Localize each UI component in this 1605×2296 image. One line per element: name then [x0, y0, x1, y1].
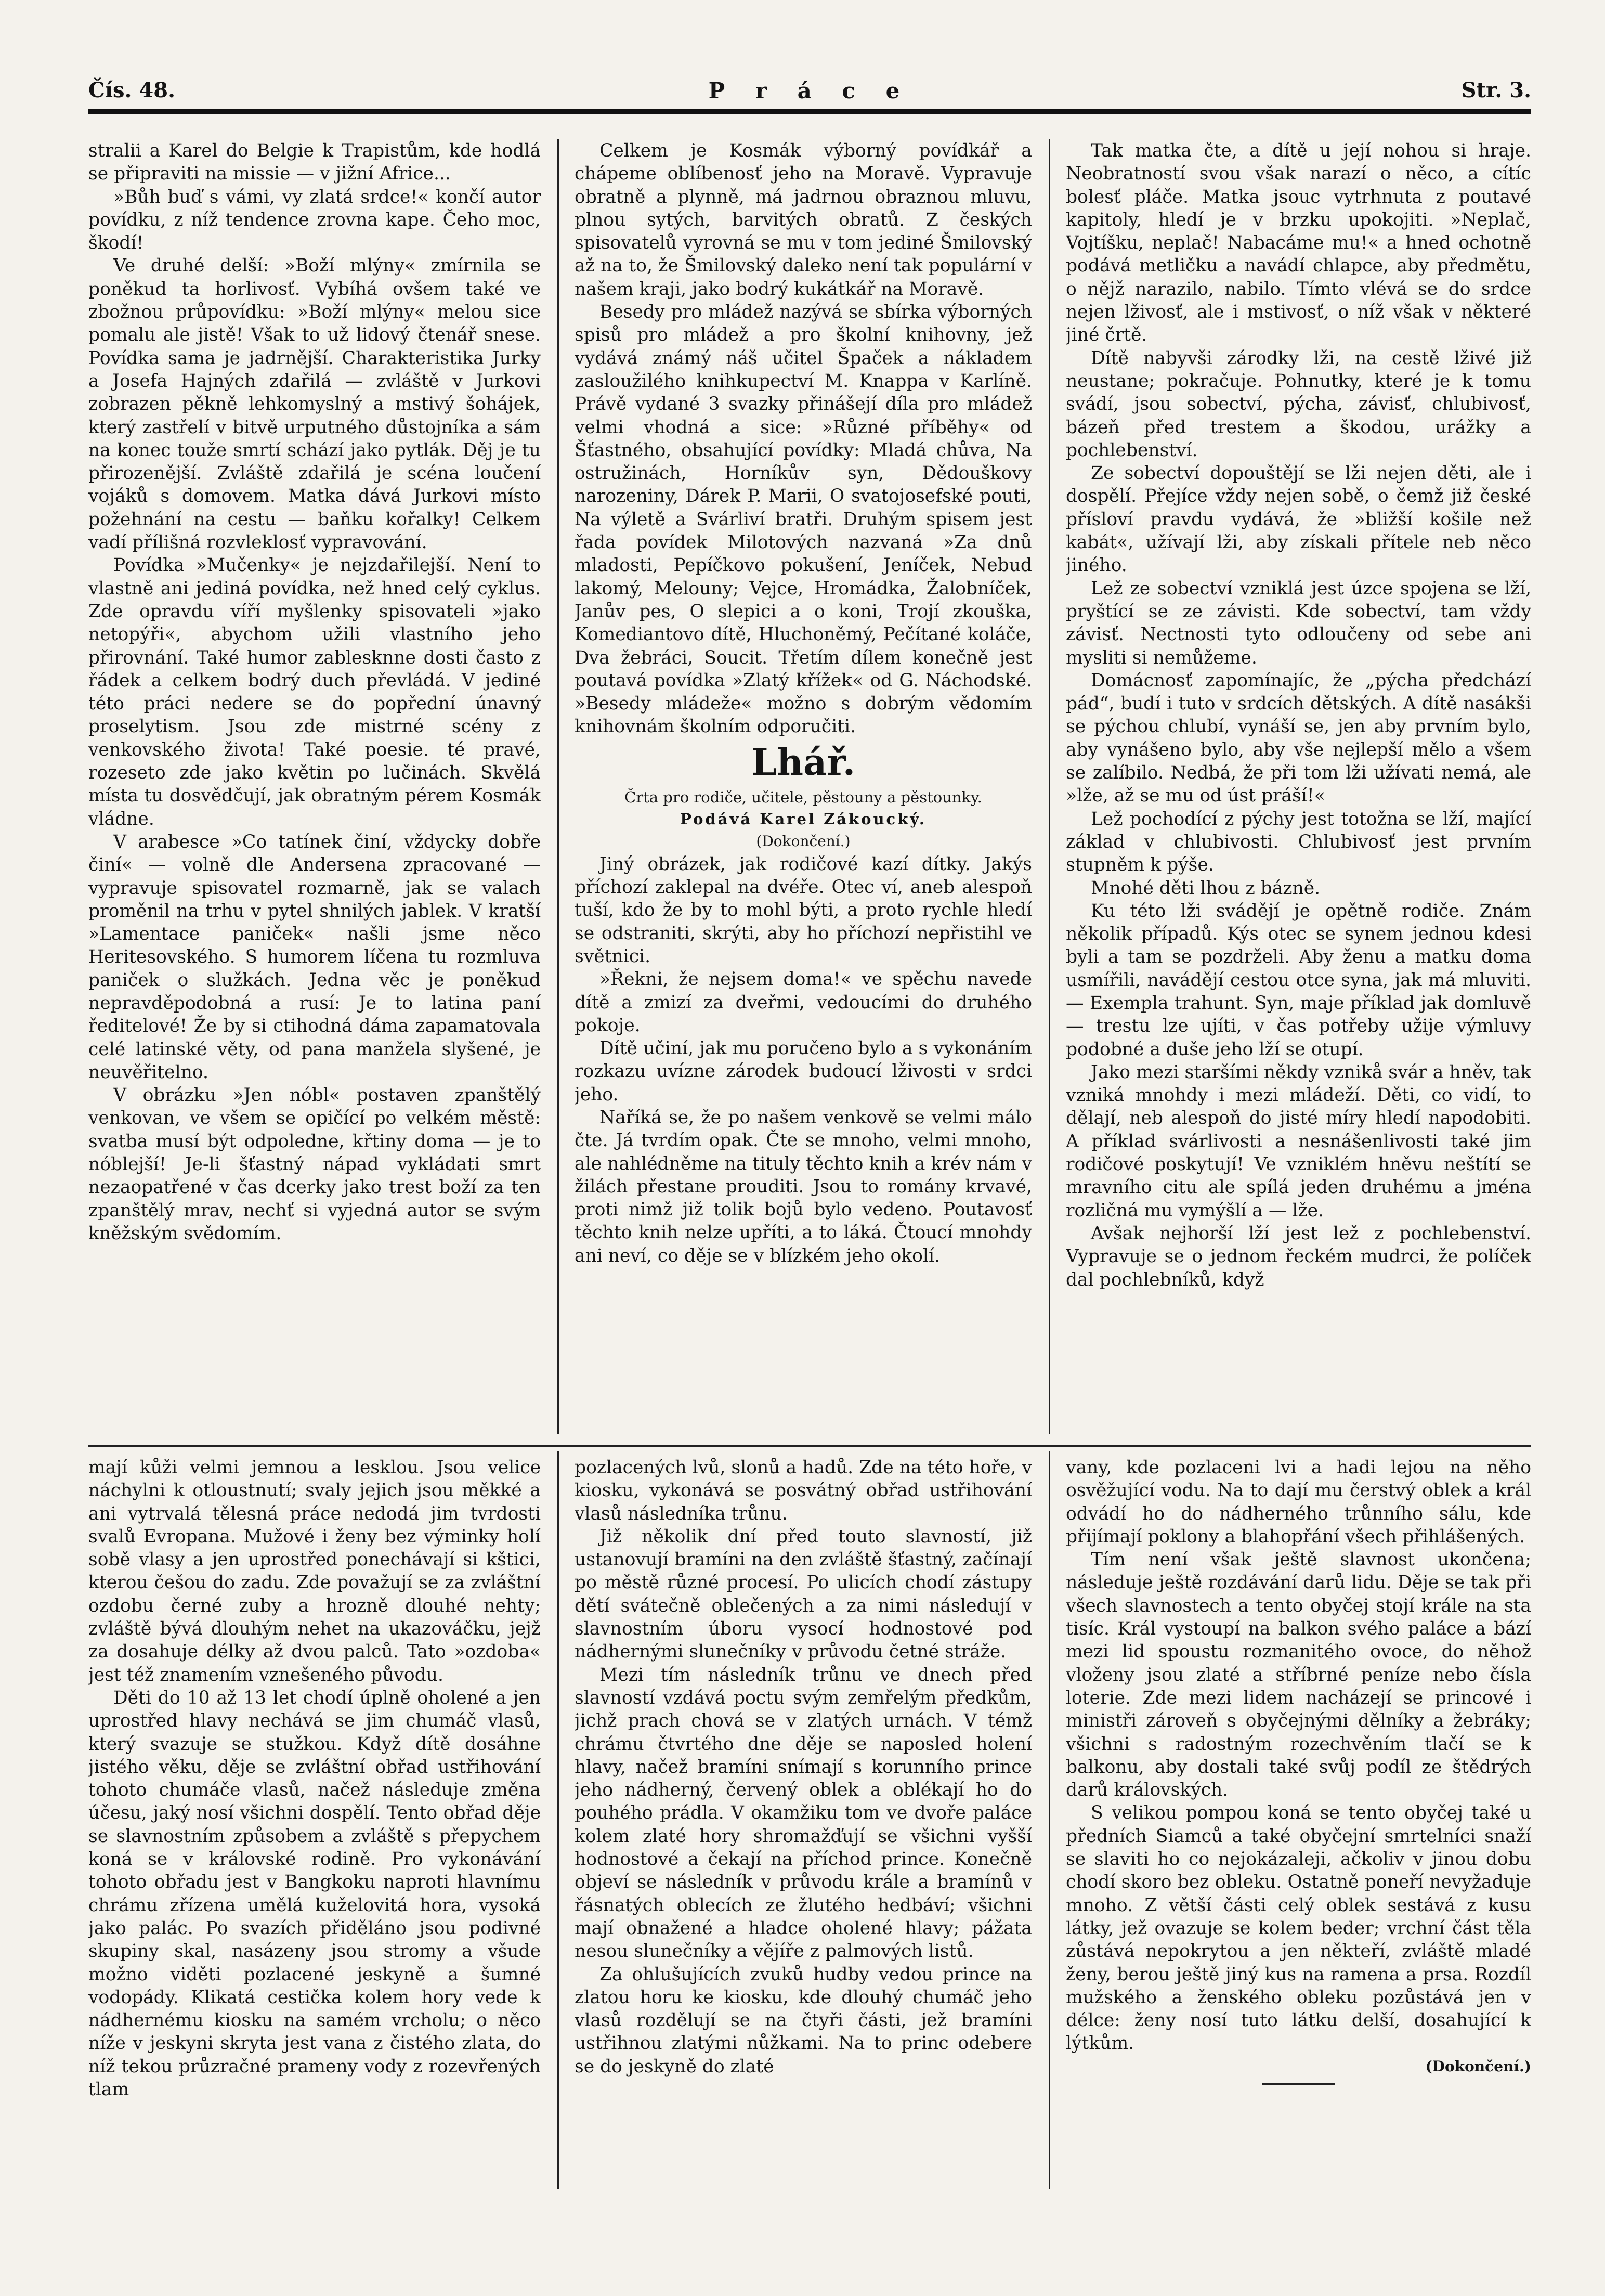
paragraph: Naříká se, že po našem venkově se velmi málo čte. Já tvrdím opak. Čte se mnoho, velmi mnoho, ale nahlédněme na tituly těchto knih a krév nám v žilách přestane prouditi. Jsou to romány krvavé, proti nimž již tolik bojů bylo vedeno. Poutavosť těchto knih nelze upříti, a to láká. Čtoucí mnohdy ani neví, co děje se v blízkém jeho okolí. [575, 1107, 1032, 1266]
paragraph: mají kůži velmi jemnou a lesklou. Jsou velice náchylni k otloustnutí; svaly jejich jsou měkké a ani vytrvalá tělesná práce nedodá jim tvrdosti svalů Evropana. Mužové i ženy bez výminky holí sobě vlasy a jen uprostřed ponechávají si kštici, kterou češou do zadu. Zde považují se za zvláštní ozdobu černé zuby a hrozně dlouhé nehty; zvláště bývá dlouhým nehet na ukazováčku, jejž za dosahuje délky až dvou palců. Tato »ozdoba« jest též znamením vznešeného původu. [88, 1457, 541, 1685]
paragraph: S velikou pompou koná se tento obyčej také u předních Siamců a také obyčejní smrtelníci snaží se slaviti ho co nejokázaleji, ačkoliv v jinou dobu chodí skoro bez obleku. Ostatně poneří nevyžaduje mnoho. Z větší části celý oblek sestává z kusu látky, jež ovazuje se kolem beder; vrchní část těla zůstává nepokrytou a jen někteří, zvláště mladé ženy, berou ještě jiný kus na ramena a prsa. Rozdíl mužského a ženského obleku pozůstává jen v délce: ženy nosí tuto látku delší, dosahující k lýtkům. [1066, 1802, 1531, 2054]
column-divider [557, 139, 559, 1434]
article-title: Lhář. [751, 740, 856, 784]
paragraph: Domácnosť zapomínajíc, že „pýcha předchází pád“, budí i tuto v srdcích dětských. A dítě nasákši se pýchou chlubí, vynáší se, jen aby prvním bylo, aby vynášeno bylo, aby vše nejlepší mělo a všem se zalíbilo. Nedbá, že při tom lži užívati nemá, ale »lže, až se mu od úst práší!« [1066, 670, 1531, 807]
paragraph: vany, kde pozlaceni lvi a hadi lejou na něho osvěžující vodu. Na to dají mu čerstvý oblek a král odvádí ho do nádherného trůnního sálu, kde přijímají poklony a blahopřání všech přihlášených. [1066, 1457, 1531, 1547]
paragraph: »Bůh buď s vámi, vy zlatá srdce!« končí autor povídku, z níž tendence zrovna kape. Čeho moc, škodí! [88, 186, 541, 254]
paragraph: Mezi tím následník trůnu ve dnech před slavností vzdává poctu svým zemřelým předkům, jichž prach chová se v zlatých urnách. V témž chrámu čtvrtého dne děje se naposled holení hlavy, načež bramíni snímají s korunního prince jeho nádherný, červený oblek a oblékají ho do pouhého prádla. V okamžiku tom ve dvoře paláce kolem zlaté hory shromažďují se všichni vyšší hodnostové a čekají na příchod prince. Konečně objeví se následník v průvodu krále a bramínů v řásnatých oblecích ze žlutého hedbáví; všichni mají obnažené a hladce oholené hlavy; pážata nesou slunečníky a vějíře z palmových listů. [575, 1664, 1032, 1962]
paragraph: Již několik dní před touto slavností, již ustanovují bramíni na den zvláště šťastný, začínají po městě různé procesí. Po ulicích chodí zástupy dětí svátečně oblečených a za nimi následují v slavnostním úboru vysocí hodnostové pod nádhernými slunečníky v průvodu četné stráže. [575, 1526, 1032, 1663]
paragraph: stralii a Karel do Belgie k Trapistům, kde hodlá se připraviti na missie — v jižní Africe... [88, 140, 541, 185]
paragraph: Mnohé děti lhou z bázně. [1091, 877, 1321, 899]
paragraph: Dítě nabyvši zárodky lži, na cestě lživé již neustane; pokračuje. Pohnutky, které je k tomu svádí, jsou sobectví, pýcha, závisť, chlubivosť, bázeň před trestem a škodou, urážky a pochlebenství. [1066, 347, 1531, 461]
paragraph: Povídka »Mučenky« je nejzdařilejší. Není to vlastně ani jediná povídka, než hned celý cyklus. Zde opravdu víří myšlenky spisovateli »jako netopýři«, abychom užili vlastního jeho přirovnání. Také humor zablesknne dosti často z řádek a celkem bodrý duch převládá. V jediné této práci nedere se do popřední únavný proselytism. Jsou zde mistrné scény z venkovského života! Také poesie. té pravé, rozeseto zde jako květin po lučinách. Skvělá místa tu dosvědčují, jak obratným pérem Kosmák vládne. [88, 555, 541, 829]
article-byline: Podává Karel Zákoucký. [680, 810, 927, 828]
paragraph: Za ohlušujících zvuků hudby vedou prince na zlatou horu ke kiosku, kde dlouhý chumáč jeho vlasů rozdělují se na čtyři části, jež bramíni ustřihnou zlatými nůžkami. Na to princ odebere se do jeskyně do zlaté [575, 1964, 1032, 2077]
end-note: (Dokončení.) [1425, 2057, 1531, 2075]
page-number: Str. 3. [1461, 78, 1531, 102]
paragraph: Besedy pro mládež nazývá se sbírka výborných spisů pro mládež a pro školní knihovny, jež vydává známý náš učitel Špaček a nákladem zasloužilého knihkupectví M. Knappa v Karlíně. Právě vydané 3 svazky přinášejí díla pro mládež velmi vhodná a sice: »Různé příběhy« od Šťastného, obsahující povídky: Mladá chůva, Na ostružinách, Horníkův syn, Dědouškovy narozeniny, Dárek P. Marii, O svatojosefské pouti, Na výletě a Svárliví bratři. Druhým spisem jest řada povídek Milotových nazvaná »Za dnů mladosti, Pepíčkovo pokušení, Jeníček, Nebuď lakomý, Melouny; Vejce, Hromádka, Žalobníček, Janův pes, O slepici a o koni, Trojí zkouška, Komediantovo dítě, Hluchoněmý, Pečítané koláče, Dva žebráci, Soucit. Třetím dílem konečně jest poutavá povídka »Zlatý křížek« od G. Náchodské. »Besedy mládeže« možno s dobrým vědomím knihovnám školním odporučiti. [575, 302, 1032, 737]
article-continuation: (Dokončení.) [756, 832, 851, 850]
paragraph: Jiný obrázek, jak rodičové kazí dítky. Jakýs příchozí zaklepal na dvéře. Otec ví, aneb alespoň tuší, kdo že by to mohl býti, a proto rychle hledí se odstraniti, skrýti, aby ho příchozí nepřistihl ve světnici. [575, 853, 1032, 967]
paragraph: V obrázku »Jen nóbl« postaven zpanštělý venkovan, ve všem se opičící po velkém městě: svatba musí být odpoledne, křtiny doma — je to nóblejší! Je-li šťastný nápad vykládati smrt nezaopatřené v čas dcerky jako trest boží za ten zpanštělý mrav, nechť si vyjedná autor se svým kněžským svědomím. [88, 1085, 541, 1244]
newspaper-title: P r á c e [708, 78, 911, 103]
paragraph: pozlacených lvů, slonů a hadů. Zde na této hoře, v kiosku, vykonává se posvátný obřad ustřihování vlasů následníka trůnu. [575, 1457, 1032, 1524]
page-header [88, 78, 1531, 109]
paragraph: Ku této lži svádějí je opětně rodiče. Znám několik případů. Kýs otec se synem jednou kdesi byli a tam se pozdrželi. Aby ženu a matku doma usmířili, navádějí cestou otce syna, jak má mluviti. — Exempla trahunt. Syn, maje příklad jak domluvě — trestu lze ujíti, v čas potřeby užije výmluvy podobné a duše jeho lží se otupí. [1066, 900, 1531, 1060]
paragraph: Avšak nejhorší lží jest lež z pochlebenství. Vypravuje se o jednom řeckém mudrci, že políček dal pochlebníků, když [1066, 1223, 1531, 1290]
paragraph: Dítě učiní, jak mu poručeno bylo a s vykonáním rozkazu uvízne zárodek budoucí lživosti v srdci jeho. [575, 1038, 1032, 1105]
issue-number: Čís. 48. [88, 78, 175, 102]
paragraph: Celkem je Kosmák výborný povídkář a chápeme oblíbenosť jeho na Moravě. Vypravuje obratně a plynně, má jadrnou obraznou mluvu, plnou sytých, barvitých obratů. Z českých spisovatelů vyrovná se mu v tom jediné Šmilovský až na to, že Šmilovský daleko není tak populární v našem kraji, jako bodrý kukátkář na Moravě. [575, 140, 1032, 300]
header-rule [88, 109, 1531, 114]
paragraph: V arabesce »Co tatínek činí, vždycky dobře činí« — volně dle Andersena zpracované — vypravuje spisovatel rozmarně, jak se valach proměnil na trhu v pytel shnilých jablek. V kratší »Lamentace paniček« našli jsme něco Heritesovského. S humorem líčena tu rozmluva paniček o služkách. Jedna věc je poněkud nepravděpodobná a rusí: Je to latina paní ředitelové! Že by si ctihodná dáma zapamatovala celé latinské věty, od pana manžela slyšené, je neuvěřitelno. [88, 831, 541, 1083]
column-divider [1049, 1451, 1050, 2189]
paragraph: Ze sobectví dopouštějí se lži nejen děti, ale i dospělí. Přejíce vždy nejen sobě, o čemž již české přísloví pravdu vydává, že »bližší košile než kabát«, užívají lži, aby získali přítele neb něco jiného. [1066, 463, 1531, 576]
column-right-bottom [1066, 1456, 1531, 2192]
paragraph: Lež pochodící z pýchy jest totožna se lží, mající základ v chlubivosti. Chlubivosť jest prvním stupněm k pýše. [1066, 808, 1531, 876]
paragraph: Ve druhé delší: »Boží mlýny« zmírnila se poněkud ta horlivosť. Vybíhá ovšem také ve zbožnou průpovídku: »Boží mlýny« melou sice pomalu ale jistě! Však to už lidový čtenář snese. Povídka sama je jadrnější. Charakteristika Jurky a Josefa Hajných zdařilá — zvláště v Jurkovi zobrazen pěkně lehkomyslný a mstivý šohájek, který zastřelí v bitvě urputného důstojníka a sám na konec touže smrtí schází jako pytlák. Děj je tu přirozenější. Zvláště zdařilá je scéna loučení vojáků s domovem. Matka dává Jurkovi místo požehnání na cestu — baňku kořalky! Celkem vadí přílišná rozvleklosť vypravování. [88, 255, 541, 553]
column-middle-top [575, 139, 1032, 1434]
paragraph: »Řekni, že nejsem doma!« ve spěchu navede dítě a zmizí za dveřmi, vedoucími do druhého pokoje. [575, 969, 1032, 1036]
section-divider [88, 1445, 1531, 1447]
paragraph: Tak matka čte, a dítě u její nohou si hraje. Neobratností svou však narazí o něco, a cítíc bolesť pláče. Matka jsouc vytrhnuta z poutavé kapitoly, hledí je v brzku upokojiti. »Neplač, Vojtíšku, neplač! Nabacáme mu!« a hned ochotně podává metličku a navádí chlapce, aby předmětu, o nějž narazilo, nabilo. Tímto vlévá se do srdce nejen lživosť, ale i mstivosť, o níž však v některé jiné črtě. [1066, 140, 1531, 346]
column-middle-bottom [575, 1456, 1032, 2192]
article-subtitle: Črta pro rodiče, učitele, pěstouny a pěstounky. [624, 788, 982, 806]
paragraph: Lež ze sobectví vzniklá jest úzce spojena se lží, pryštící se ze závisti. Kde sobectví, tam vždy závisť. Nectnosti tyto odloučeny od sebe ani mysliti si nemůžeme. [1066, 578, 1531, 668]
article-lhar [575, 738, 1032, 1267]
column-right-top [1066, 139, 1531, 1434]
column-left-bottom [88, 1456, 541, 2192]
column-divider [557, 1451, 559, 2189]
column-left-top [88, 139, 541, 1434]
paragraph: Jako mezi staršími někdy vznikå svár a hněv, tak vzniká mnohdy i mezi mládeží. Děti, co vidí, to dělají, neb alespoň do jisté míry hledí napodobiti. A příklad svárlivosti a nesnášenlivosti také jim rodičové poskytují! Ve vzniklém hněvu neštítí se mravního citu ale spílá jeden druhému a jména rozličná mu vymýšlí a — lže. [1066, 1061, 1531, 1221]
column-divider [1049, 139, 1050, 1434]
end-rule [1262, 2083, 1335, 2085]
paragraph: Tím není však ještě slavnost ukončena; následuje ještě rozdávání darů lidu. Děje se tak při všech slavnostech a tento obyčej stojí krále na sta tisíc. Král vystoupí na balkon svého paláce a bází mezi lid spoustu rozmanitého ovoce, do něhož vloženy jsou zlaté a stříbrné peníze nebo čísla loterie. Zde mezi lidem nacházejí se princové i ministři zároveň s obyčejnými dělníky a žebráky; všichni s radostným rozechvěním tlačí se k balkonu, aby dostali také svůj podíl ze štědrých darů královských. [1066, 1549, 1531, 1801]
paragraph: Děti do 10 až 13 let chodí úplně oholené a jen uprostřed hlavy nechává se jim chumáč vlasů, který svazuje se stužkou. Když dítě dosáhne jistého věku, děje se zvláštní obřad ustřihování tohoto chumáče vlasů, načež následuje změna účesu, jaký nosí všichni dospělí. Tento obřad děje se slavnostním způsobem a zvláště s přepychem koná se v královské rodině. Pro vykonávání tohoto obřadu jest v Bangkoku naproti hlavnímu chrámu zřízena umělá kuželovitá hora, vysoká jako palác. Po svazích přiděláno jsou podivné skupiny skal, nasázeny jsou stromy a všude možno viděti pozlacené jeskyně a šumné vodopády. Klikatá cestička kolem hory vede k nádhernému kiosku na samém vrcholu; o něco níže v jeskyni skryta jest vana z čistého zlata, do níž tekou průzračné prameny vody z rozevřených tlam [88, 1687, 541, 2100]
